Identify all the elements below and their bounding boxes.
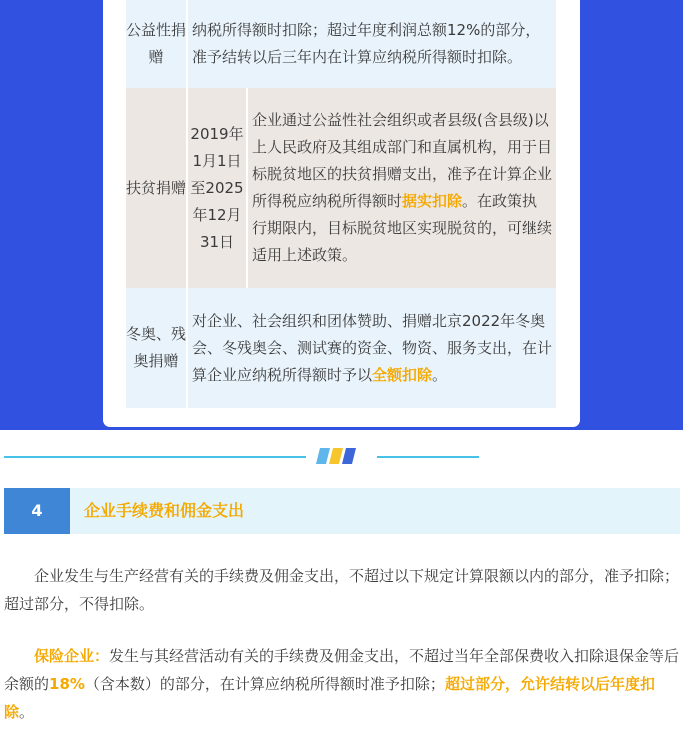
table-row bbox=[126, 288, 556, 408]
donation-rule-cell bbox=[188, 288, 556, 408]
insurance-highlight: 超过部分，允许结转以后年度扣除 bbox=[4, 675, 655, 721]
insurance-text: 发生与其经营活动有关的手续费及佣金支出，不超过当年全部保费收入扣除退保金等后余额的 bbox=[4, 647, 680, 693]
divider-bar bbox=[316, 448, 330, 464]
rule-highlight: 全额扣除 bbox=[372, 365, 433, 384]
rule-text: 对企业、社会组织和团体赞助、捐赠北京2022年冬奥会、冬残奥会、测试赛的资金、物资、服务支出，在计算企业应纳税所得额时予以 bbox=[192, 311, 553, 384]
table-row bbox=[126, 0, 556, 88]
paragraph-intro bbox=[4, 562, 680, 618]
donation-table bbox=[124, 0, 558, 408]
insurance-label: 保险企业： bbox=[34, 647, 110, 665]
intro-text: 企业发生与生产经营有关的手续费及佣金支出，不超过以下规定计算限额以内的部分，准予扣除；超过部分，不得扣除。 bbox=[4, 567, 680, 613]
rule-text-end: 。在政策执行期限内，目标脱贫地区实现脱贫的，可继续适用上述政策。 bbox=[252, 192, 553, 264]
divider-bar bbox=[329, 448, 343, 464]
rule-text-end: 。 bbox=[432, 365, 448, 384]
divider-line-left bbox=[4, 456, 306, 458]
donation-rule-cell: 纳税所得额时扣除；超过年度利润总额12%的部分，准予结转以后三年内在计算应纳税所得额时扣除。 bbox=[188, 0, 556, 88]
divider-bar bbox=[342, 448, 356, 464]
paragraph-insurance bbox=[4, 642, 680, 726]
insurance-text-end: 。 bbox=[19, 703, 35, 721]
donation-type-cell: 公益性捐赠 bbox=[126, 0, 186, 88]
rule-highlight: 据实扣除 bbox=[402, 192, 463, 210]
table-row bbox=[126, 88, 556, 288]
insurance-percent: 18% bbox=[49, 675, 85, 693]
rule-text: 企业通过公益性社会组织或者县级(含县级)以上人民政府及其组成部门和直属机构，用于目标脱贫地区的扶贫捐赠支出，准予在计算企业所得税应纳税所得额时 bbox=[252, 111, 553, 210]
policy-period-cell: 2019年1月1日至2025年12月31日 bbox=[188, 88, 246, 288]
divider-bars bbox=[318, 448, 357, 468]
section-header bbox=[4, 488, 680, 534]
donation-rule-cell bbox=[248, 88, 556, 288]
section-number: 4 bbox=[4, 488, 70, 534]
donation-type-cell: 冬奥、残奥捐赠 bbox=[126, 288, 186, 408]
section-title: 企业手续费和佣金支出 bbox=[84, 501, 245, 520]
donation-type-cell: 扶贫捐赠 bbox=[126, 88, 186, 288]
divider-line-right bbox=[377, 456, 479, 458]
insurance-text: （含本数）的部分，在计算应纳税所得额时准予扣除； bbox=[84, 675, 445, 693]
